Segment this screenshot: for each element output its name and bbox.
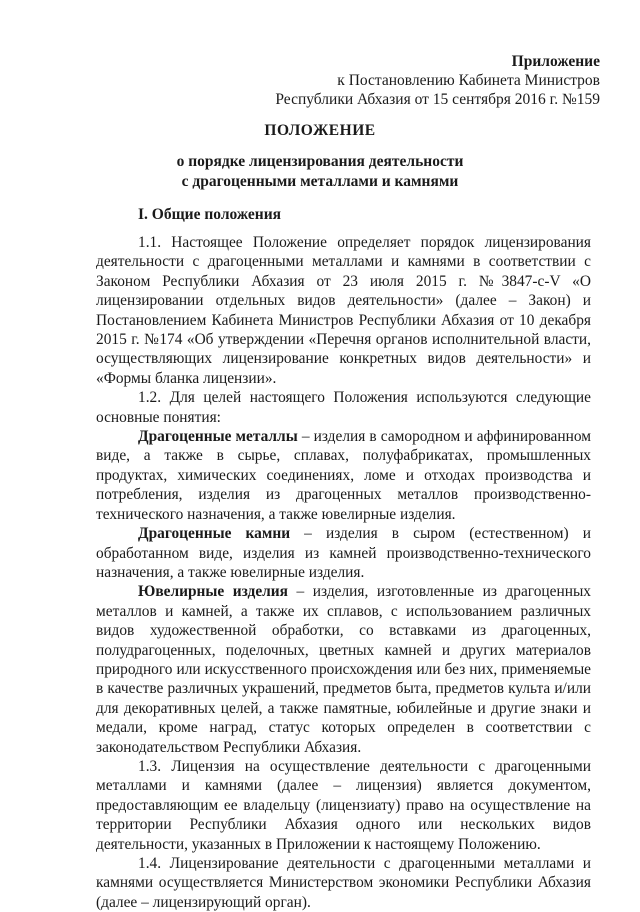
appendix-block: [275, 52, 600, 109]
definition-text-precious-stones: – изделия в сыром (естественном) и обработанном виде, изделия из камней производственно-технического назначения, а также ювелирные изделия.: [96, 525, 591, 581]
subtitle-line-1: о порядке лицензирования деятельности: [176, 153, 464, 170]
subtitle-line-2: с драгоценными металлами и камнями: [181, 173, 459, 190]
paragraph-1-3: 1.3. Лицензия на осуществление деятельности с драгоценными металлами и камнями (далее – лицензия) является документом, предоставляющим ее владельцу (лицензиату) право на осуществление на территории Республики Абхазия одного или нескольких видов деятельности, указанных в Приложении к настоящему Положению.: [96, 757, 591, 853]
definition-jewelry: [96, 582, 591, 757]
term-precious-stones: Драгоценные камни: [138, 525, 291, 543]
appendix-title: Приложение: [511, 53, 600, 70]
document-title: ПОЛОЖЕНИЕ: [264, 122, 376, 139]
term-precious-metals: Драгоценные металлы: [138, 428, 298, 446]
definition-precious-metals: [96, 427, 591, 524]
paragraph-1-4: 1.4. Лицензирование деятельности с драгоценными металлами и камнями осуществляется Министерством экономики Республики Абхазия (далее – лицензирующий орган).: [96, 855, 591, 911]
definition-text-precious-metals: – изделия в самородном и аффинированном виде, а также в сырье, сплавах, полуфабрикатах, промышленных продуктах, химических соединениях, ломе и отходах производства и потребления, изделия из драгоценных металлов производственно-технического назначения, а также ювелирные изделия.: [96, 428, 592, 523]
section-heading: I. Общие положения: [138, 206, 282, 223]
document-subtitle: [0, 152, 640, 192]
definition-precious-stones: [96, 524, 591, 582]
section-body: [96, 233, 591, 912]
paragraph-1-1: 1.1. Настоящее Положение определяет порядок лицензирования деятельности с драгоценными металлами и камнями в соответствии с Законом Республики Абхазия от 23 июля 2015 г. №3847-с-V «О лицензировании отдельных видов деятельности» (далее – Закон) и Постановлением Кабинета Министров Республики Абхазия от 10 декабря 2015 г. №174 «Об утверждении «Перечня органов исполнительной власти, осуществляющих лицензирование конкретных видов деятельности» и «Формы бланка лицензии».: [96, 234, 591, 387]
definition-text-jewelry: – изделия, изготовленные из драгоценных металлов и камней, а также их сплавов, с использованием различных видов художественной обработки, со вставками из драгоценных, полудрагоценных, поделочных, цветных камней и других материалов природного или искусственного происхождения или без них, применяемые в качестве различных украшений, предметов быта, предметов культа и/или для декоративных целей, а также памятные, юбилейные и другие знаки и медали, кроме наград, статус которых определен в соответствии с законодательством Республики Абхазия.: [96, 583, 591, 756]
paragraph-1-2: 1.2. Для целей настоящего Положения используются следующие основные понятия:: [96, 389, 591, 426]
appendix-line-2: Республики Абхазия от 15 сентября 2016 г. №159: [275, 91, 600, 108]
term-jewelry: Ювелирные изделия: [138, 583, 289, 601]
appendix-line-1: к Постановлению Кабинета Министров: [337, 72, 600, 89]
